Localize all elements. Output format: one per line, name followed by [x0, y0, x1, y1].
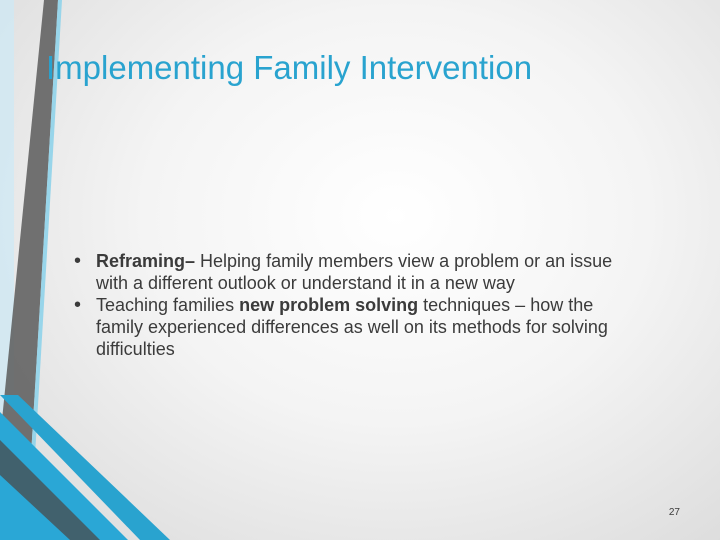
problem-solving-intro: Teaching families — [96, 295, 240, 315]
bullet-dot-icon: • — [74, 294, 82, 316]
reframing-description: Helping family members view a problem or an issue with a different outlook or understand it in a new way — [96, 251, 613, 293]
bullet-reframing — [74, 250, 634, 294]
slide-title: Implementing Family Intervention — [46, 49, 533, 86]
bullet-list — [74, 250, 634, 360]
bullet-problem-solving — [74, 294, 634, 360]
bullet-dot-icon: • — [74, 250, 82, 272]
problem-solving-term: new problem solving — [239, 295, 419, 315]
reframing-term: Reframing– — [96, 251, 196, 271]
problem-solving-description: techniques – how the family experienced differences as well on its methods for solving difficulties — [96, 295, 608, 359]
page-number: 27 — [668, 507, 680, 518]
